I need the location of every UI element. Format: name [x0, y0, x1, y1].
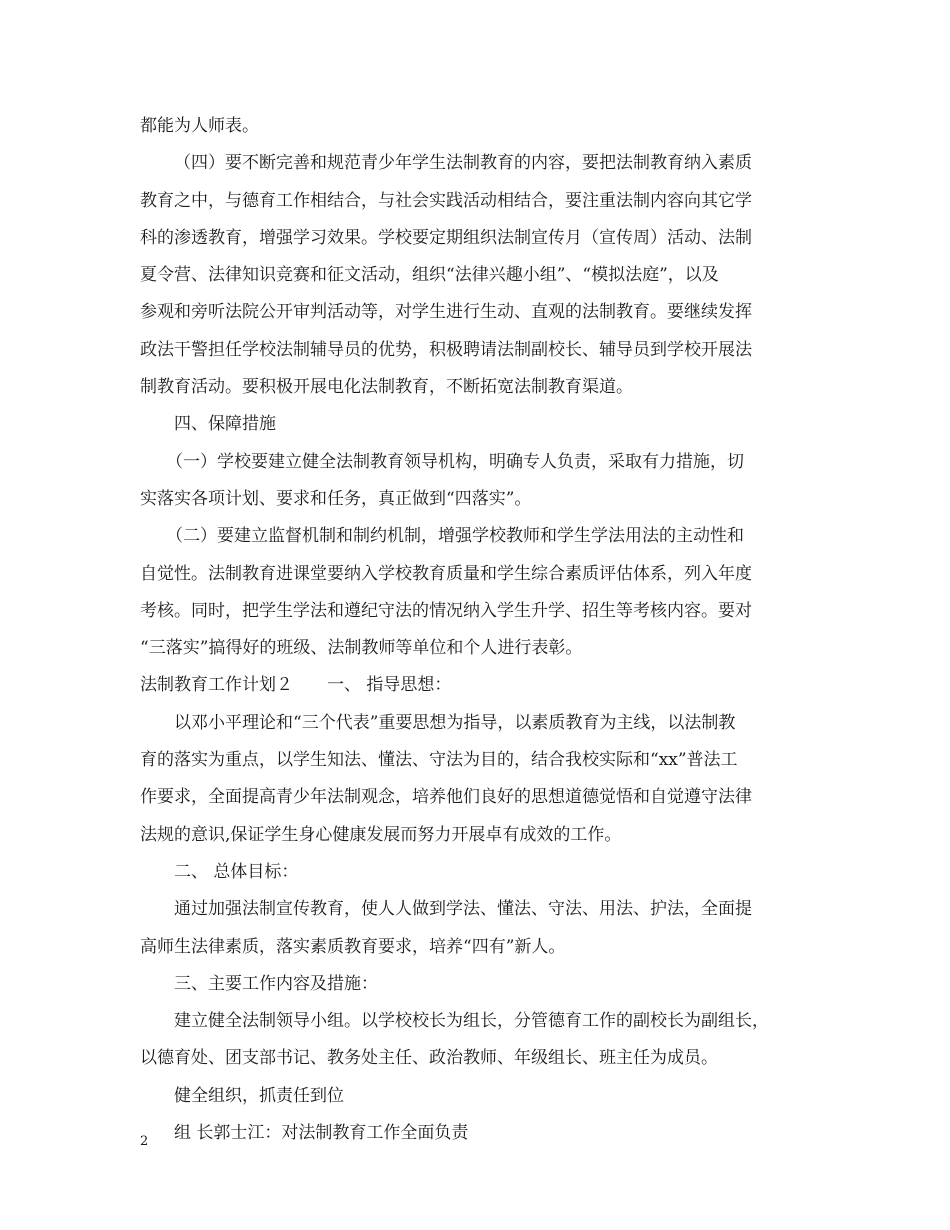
paragraph-leadership-group: 建立健全法制领导小组。以学校校长为组长，分管德育工作的副校长为副组长， — [174, 1011, 769, 1032]
section-heading-overall-goal: 二、 总体目标： — [174, 861, 299, 882]
text-line: 高师生法律素质，落实素质教育要求，培养“四有”新人。 — [140, 936, 566, 957]
paragraph-group-leader: 组 长郭士江：对法制教育工作全面负责 — [174, 1123, 469, 1144]
text-line: 夏令营、法律知识竞赛和征文活动，组织“法律兴趣小组”、“模拟法庭”，以及 — [140, 265, 719, 286]
text-line: “三落实”搞得好的班级、法制教师等单位和个人进行表彰。 — [140, 638, 583, 659]
text-line: 作要求，全面提高青少年法制观念，培养他们良好的思想道德觉悟和自觉遵守法律 — [140, 787, 752, 808]
document-body — [140, 108, 820, 1152]
text-line: 制教育活动。要积极开展电化法制教育，不断拓宽法制教育渠道。 — [140, 377, 633, 398]
section-heading-guiding-thought: 一、 指导思想： — [327, 675, 452, 696]
text-line: 以德育处、团支部书记、教务处主任、政治教师、年级组长、班主任为成员。 — [140, 1048, 718, 1069]
plan-2-title-line — [140, 667, 820, 704]
section-heading-safeguards: 四、保障措施 — [174, 414, 276, 435]
text-line: 都能为人师表。 — [140, 116, 259, 136]
paragraph-safeguard-1: （一）学校要建立健全法制教育领导机构，明确专人负责，采取有力措施，切 — [166, 451, 744, 472]
text-line: 教育之中，与德育工作相结合，与社会实践活动相结合，要注重法制内容向其它学 — [140, 190, 752, 211]
paragraph-overall-goal: 通过加强法制宣传教育，使人人做到学法、懂法、守法、用法、护法，全面提 — [174, 899, 752, 920]
text-line: 政法干警担任学校法制辅导员的优势，积极聘请法制副校长、辅导员到学校开展法 — [140, 339, 752, 360]
text-line: 育的落实为重点，以学生知法、懂法、守法为目的，结合我校实际和“xx”普法工 — [140, 750, 738, 771]
section-heading-main-work: 三、主要工作内容及措施： — [174, 973, 378, 994]
text-line: 自觉性。法制教育进课堂要纳入学校教育质量和学生综合素质评估体系，列入年度 — [140, 563, 752, 584]
paragraph-guiding-thought: 以邓小平理论和“三个代表”重要思想为指导，以素质教育为主线，以法制教 — [174, 712, 736, 733]
plan-2-title: 法制教育工作计划２ — [140, 675, 293, 696]
text-line: 科的渗透教育，增强学习效果。学校要定期组织法制宣传月（宣传周）活动、法制 — [140, 227, 752, 248]
text-line: 参观和旁听法院公开审判活动等，对学生进行生动、直观的法制教育。要继续发挥 — [140, 302, 752, 323]
paragraph-organization: 健全组织，抓责任到位 — [174, 1085, 344, 1106]
text-line: 法规的意识,保证学生身心健康发展而努力开展卓有成效的工作。 — [140, 824, 622, 845]
paragraph-safeguard-2: （二）要建立监督机制和制约机制，增强学校教师和学生学法用法的主动性和 — [166, 526, 744, 547]
text-line: 考核。同时，把学生学法和遵纪守法的情况纳入学生升学、招生等考核内容。要对 — [140, 600, 752, 621]
page-number: 2 — [140, 1134, 149, 1149]
text-line: 实落实各项计划、要求和任务，真正做到“四落实”。 — [140, 488, 532, 509]
paragraph-4-start: （四）要不断完善和规范青少年学生法制教育的内容，要把法制教育纳入素质 — [174, 153, 752, 174]
